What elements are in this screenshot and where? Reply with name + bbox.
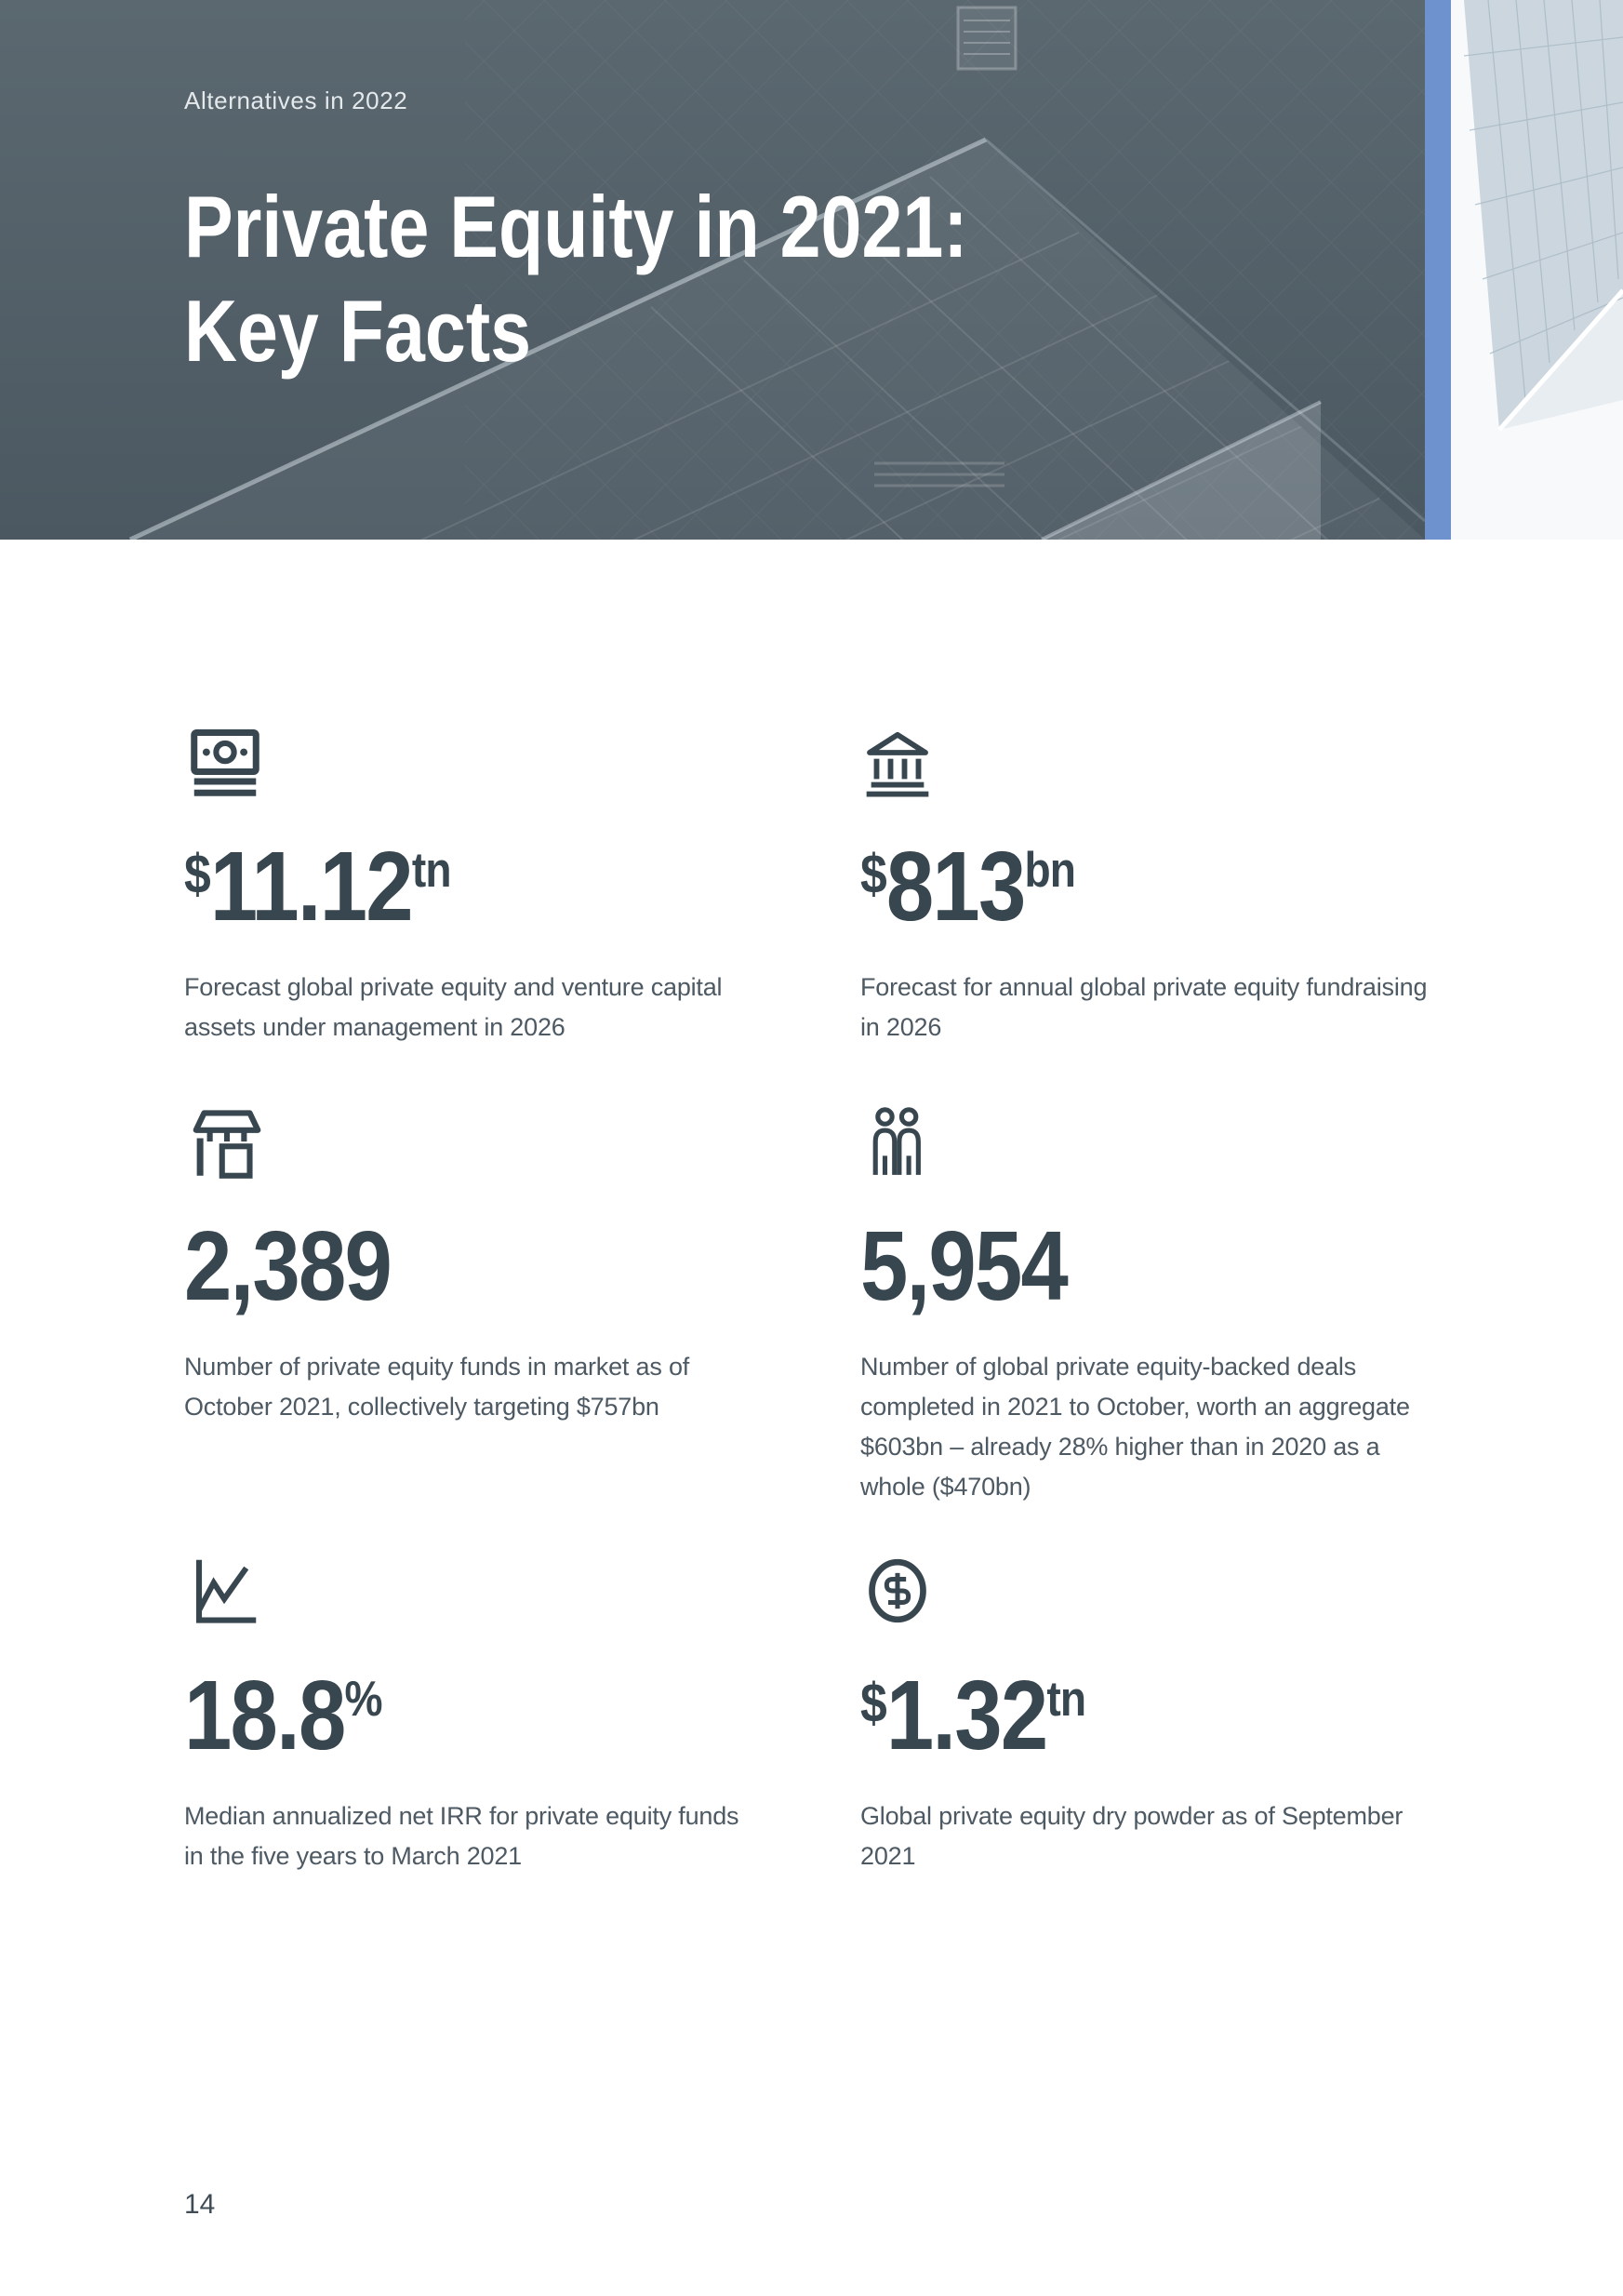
stat-card-median-irr <box>184 1552 761 1876</box>
people-icon <box>860 1102 1437 1181</box>
dollar-circle-icon <box>860 1552 1437 1630</box>
currency-symbol: $ <box>184 842 210 905</box>
page-header <box>0 0 1623 540</box>
accent-stripe <box>1425 0 1451 540</box>
percent-suffix: % <box>344 1672 382 1727</box>
currency-symbol: $ <box>860 842 886 905</box>
stat-description: Forecast global private equity and venture capital assets under management in 2026 <box>184 973 723 1042</box>
line-chart-icon <box>184 1552 761 1630</box>
unit-suffix: bn <box>1024 843 1076 898</box>
stat-value <box>184 1201 685 1322</box>
stat-card-dry-powder <box>860 1552 1437 1876</box>
bank-icon <box>860 723 1437 801</box>
stat-card-aum-forecast <box>184 723 761 1048</box>
stat-amount: 1.32 <box>885 1661 1047 1771</box>
stat-description: Number of private equity funds in market as of October 2021, collectively targeting $757bn <box>184 1353 690 1422</box>
page-title <box>184 175 968 383</box>
stat-amount: 2,389 <box>184 1211 392 1322</box>
stat-card-fundraising-forecast <box>860 723 1437 1048</box>
stat-description: Median annualized net IRR for private equity funds in the five years to March 2021 <box>184 1802 739 1871</box>
stat-value <box>860 821 1362 942</box>
storefront-icon <box>184 1102 761 1181</box>
stat-amount: 813 <box>885 832 1025 942</box>
stat-amount: 11.12 <box>209 832 412 942</box>
stat-description: Forecast for annual global private equity fundraising in 2026 <box>860 973 1428 1042</box>
stat-value <box>860 1650 1362 1771</box>
stat-amount: 5,954 <box>860 1211 1068 1322</box>
unit-suffix: tn <box>1046 1672 1086 1727</box>
banknote-stack-icon <box>184 723 761 801</box>
stat-value <box>860 1201 1362 1322</box>
stat-value <box>184 821 685 942</box>
stat-description: Number of global private equity-backed deals completed in 2021 to October, worth an aggregate $603bn – already 28% higher than in 2020 as a whole ($470bn) <box>860 1353 1410 1502</box>
building-window <box>958 7 1016 69</box>
page-title-line2: Key Facts <box>184 282 532 380</box>
unit-suffix: tn <box>411 843 451 898</box>
stat-description: Global private equity dry powder as of September 2021 <box>860 1802 1403 1871</box>
stat-card-funds-in-market <box>184 1102 761 1427</box>
page-title-line1: Private Equity in 2021: <box>184 178 968 275</box>
stat-amount: 18.8 <box>184 1661 345 1771</box>
currency-symbol: $ <box>860 1671 886 1734</box>
page-number: 14 <box>184 2189 216 2220</box>
side-photo <box>1451 0 1623 540</box>
stat-card-deals-completed <box>860 1102 1437 1507</box>
stat-value <box>184 1650 685 1771</box>
report-eyebrow: Alternatives in 2022 <box>184 87 408 114</box>
